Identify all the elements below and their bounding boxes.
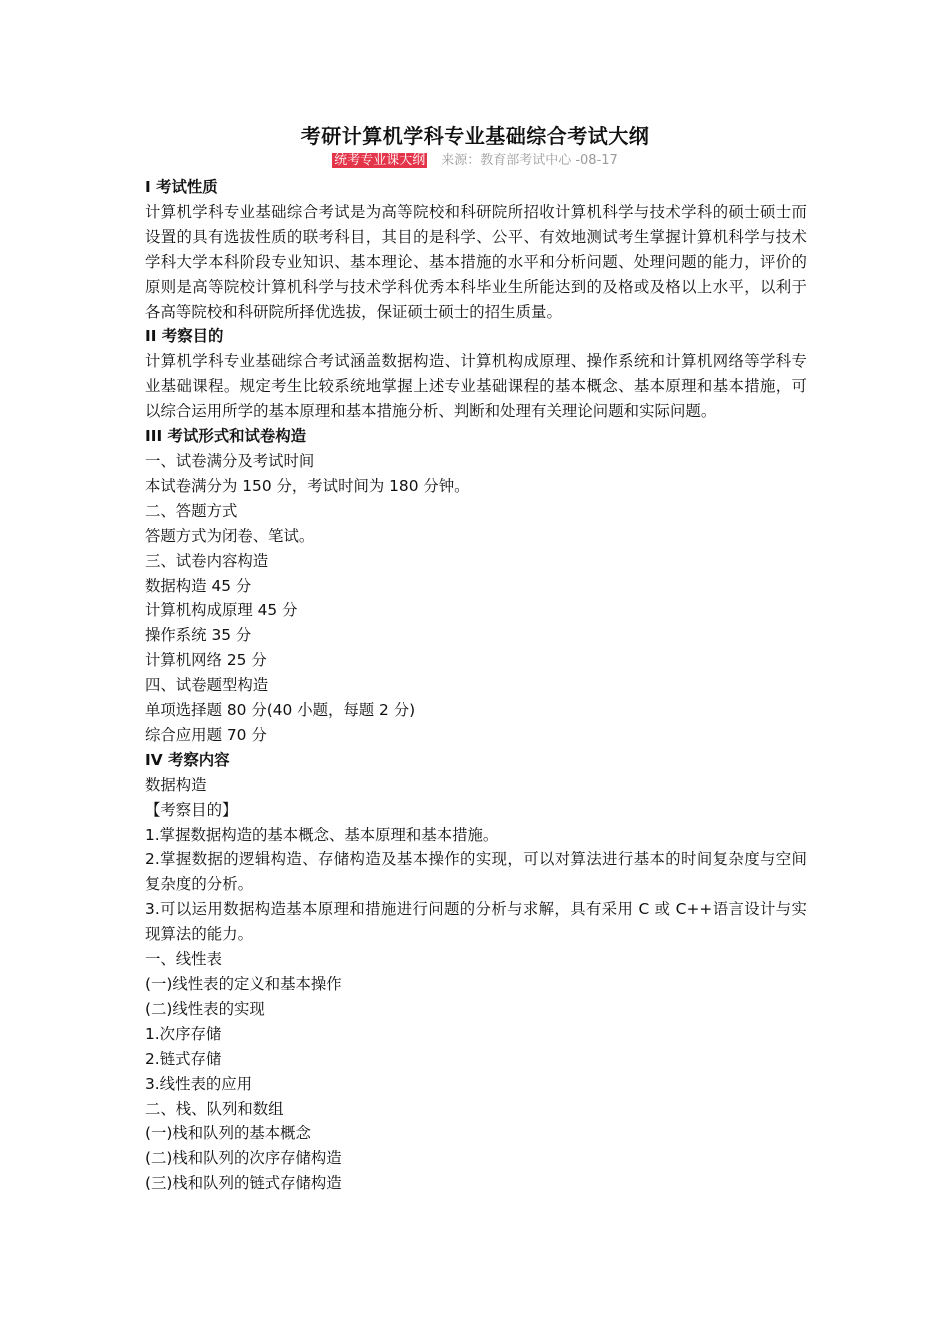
objective-paragraph-2: 2.掌握数据的逻辑构造、存储构造及基本操作的实现，可以对算法进行基本的时间复杂度与空间复杂度的分析。 <box>145 850 807 894</box>
list-item: 本试卷满分为 150 分，考试时间为 180 分钟。 <box>145 476 470 495</box>
list-item: 数据构造 <box>145 775 207 794</box>
section-heading-nature: I 考试性质 <box>145 178 218 196</box>
list-item: 单项选择题 80 分(40 小题，每题 2 分) <box>145 701 416 720</box>
category-tag-link[interactable]: 统考专业课大纲 <box>334 153 426 168</box>
list-item: 一、线性表 <box>145 950 222 969</box>
article-body <box>145 175 807 1196</box>
list-item: (二)线性表的实现 <box>145 999 265 1018</box>
list-item: 四、试卷题型构造 <box>145 676 269 695</box>
list-item: 操作系统 35 分 <box>145 626 252 645</box>
list-item: (二)栈和队列的次序存储构造 <box>145 1149 342 1168</box>
page-title: 考研计算机学科专业基础综合考试大纲 <box>300 124 650 148</box>
list-item: 3.线性表的应用 <box>145 1074 253 1093</box>
list-item: 计算机构成原理 45 分 <box>145 601 298 620</box>
list-item: 二、答题方式 <box>145 501 238 520</box>
list-item: 一、试卷满分及考试时间 <box>145 451 315 470</box>
list-item: (三)栈和队列的链式存储构造 <box>145 1174 342 1193</box>
list-item: 【考察目的】 <box>145 800 238 819</box>
list-item: (一)线性表的定义和基本操作 <box>145 975 342 993</box>
list-item: 答题方式为闭卷、笔试。 <box>145 526 315 545</box>
source-info: 来源：教育部考试中心 -08-17 <box>441 153 618 168</box>
section-heading-format: III 考试形式和试卷构造 <box>145 427 307 446</box>
section-paragraph-objectives: 计算机学科专业基础综合考试涵盖数据构造、计算机构成原理、操作系统和计算机网络等学科专业基础课程。规定考生比较系统地掌握上述专业基础课程的基本概念、基本原理和基本措施，可以综合运用所学的基本原理和基本措施分析、判断和处理有关理论问题和实际问题。 <box>145 352 807 421</box>
list-item: (一)栈和队列的基本概念 <box>145 1124 311 1143</box>
list-item: 综合应用题 70 分 <box>145 725 267 744</box>
list-item: 计算机网络 25 分 <box>145 651 267 670</box>
list-item: 数据构造 45 分 <box>145 576 252 595</box>
list-item: 1.掌握数据构造的基本概念、基本原理和基本措施。 <box>145 825 499 844</box>
section-paragraph-nature: 计算机学科专业基础综合考试是为高等院校和科研院所招收计算机科学与技术学科的硕士硕士而设置的具有选拔性质的联考科目，其目的是科学、公平、有效地测试考生掌握计算机科学与技术学科大学本科阶段专业知识、基本理论、基本措施的水平和分析问题、处理问题的能力，评价的原则是高等院校计算机科学与技术学科优秀本科毕业生所能达到的及格或及格以上水平，以利于各高等院校和科研院所择优选拔，保证硕士硕士的招生质量。 <box>145 202 807 321</box>
section-heading-content: IV 考察内容 <box>145 750 230 769</box>
list-item: 二、栈、队列和数组 <box>145 1099 284 1118</box>
section-heading-objectives: II 考察目的 <box>145 327 224 346</box>
article-meta <box>0 151 950 171</box>
list-item: 1.次序存储 <box>145 1024 222 1043</box>
list-item: 三、试卷内容构造 <box>145 551 269 570</box>
list-item: 2.链式存储 <box>145 1049 222 1068</box>
objective-paragraph-3: 3.可以运用数据构造基本原理和措施进行问题的分析与求解，具有采用 C 或 C++语言设计与实现算法的能力。 <box>145 900 807 944</box>
